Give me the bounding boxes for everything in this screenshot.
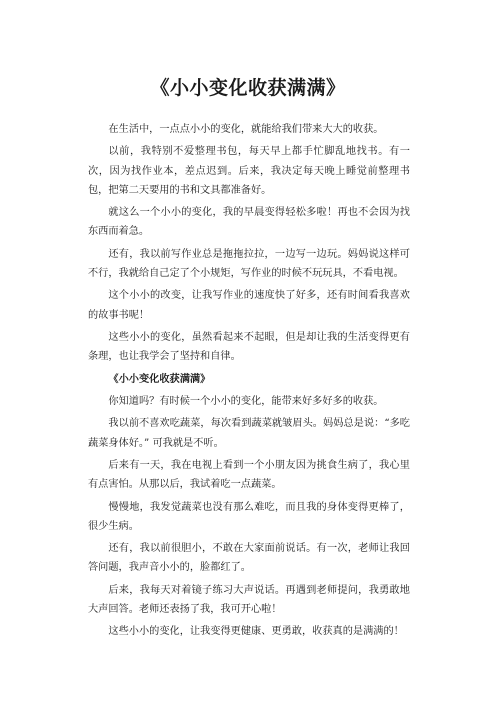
paragraph: 还有，我以前写作业总是拖拖拉拉，一边写一边玩。妈妈说这样可不行，我就给自己定了个小规矩，写作业的时候不玩玩具，不看电视。 xyxy=(88,248,410,279)
paragraph: 后来有一天，我在电视上看到一个小朋友因为挑食生病了，我心里有点害怕。从那以后，我试着吃一点蔬菜。 xyxy=(88,459,410,491)
paragraph: 我以前不喜欢吃蔬菜，每次看到蔬菜就皱眉头。妈妈总是说：“多吃蔬菜身体好。” 可我就是不听。 xyxy=(88,418,410,449)
paragraph: 还有，我以前很胆小，不敢在大家面前说话。有一次，老师让我回答问题，我声音小小的，脸都红了。 xyxy=(88,543,410,574)
document-body xyxy=(88,120,410,645)
paragraph: 慢慢地，我发觉蔬菜也没有那么难吃，而且我的身体变得更棒了，很少生病。 xyxy=(88,501,410,532)
paragraph: 这些小小的变化，让我变得更健康、更勇敢，收获真的是满满的！ xyxy=(108,626,404,638)
paragraph: 你知道吗？有时候一个小小的变化，能带来好多好多的收获。 xyxy=(108,395,384,407)
document-title: 《小小变化收获满满》 xyxy=(150,77,346,99)
paragraph: 这些小小的变化，虽然看起来不起眼，但是却让我的生活变得更有条理，也让我学会了坚持和自律。 xyxy=(88,331,410,363)
section-subheading: 《小小变化收获满满》 xyxy=(108,372,211,385)
paragraph: 就这么一个小小的变化，我的早晨变得轻松多啦！再也不会因为找东西而着急。 xyxy=(88,207,410,238)
paragraph: 后来，我每天对着镜子练习大声说话。再遇到老师提问，我勇敢地大声回答。老师还表扬了我，我可开心啦！ xyxy=(88,584,410,615)
paragraph: 这个小小的改变，让我写作业的速度快了好多，还有时间看我喜欢的故事书呢！ xyxy=(88,290,410,321)
paragraph: 以前，我特别不爱整理书包，每天早上都手忙脚乱地找书。有一次，因为找作业本，差点迟到。后来，我决定每天晚上睡觉前整理书包，把第二天要用的书和文具都准备好。 xyxy=(88,146,410,196)
paragraph: 在生活中，一点点小小的变化，就能给我们带来大大的收获。 xyxy=(108,124,384,135)
